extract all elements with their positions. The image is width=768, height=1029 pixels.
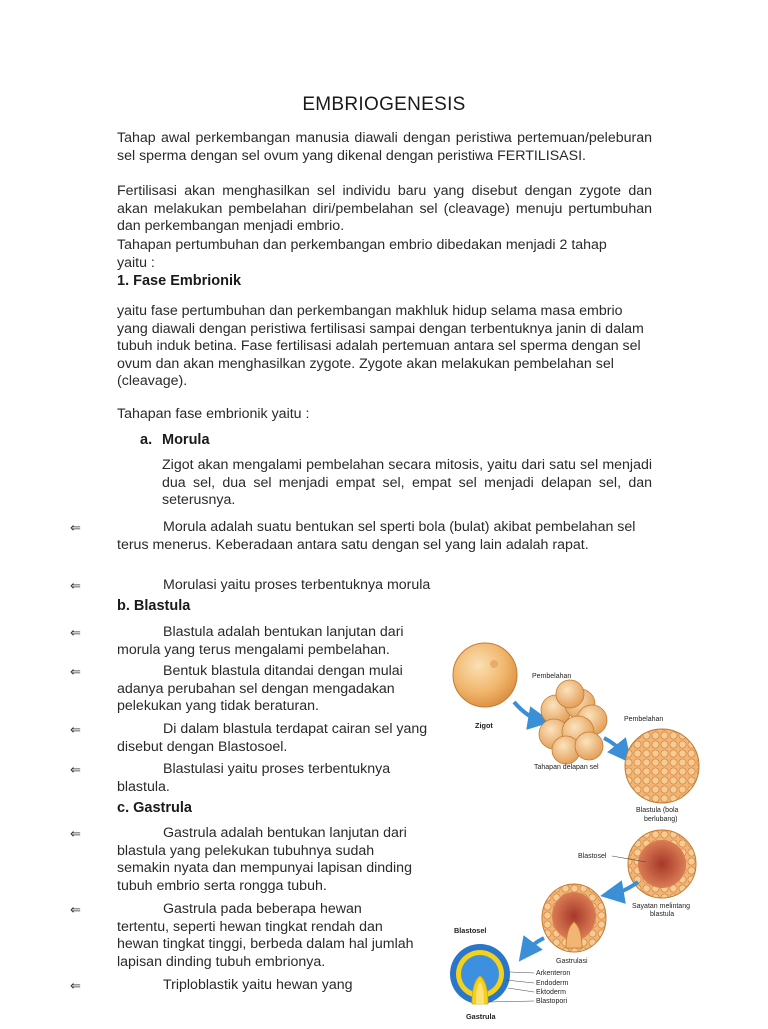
morula-marker: a. (140, 432, 153, 448)
morula-bullet-1: Morula adalah suatu bentukan sel sperti bola (bulat) akibat pembelahan sel terus menerus. Keberadaan antara satu dengan sel yang lain adalah rapat. (117, 519, 636, 553)
bullet-arrow-icon: ⇐ (70, 902, 81, 917)
arrow-icon (604, 738, 624, 754)
zygote-cell (453, 643, 517, 707)
page-title: EMBRIOGENESIS (302, 94, 466, 115)
gastrula-heading: c. Gastrula (117, 800, 192, 816)
blastula-bullet-1: Blastula adalah bentukan lanjutan dari morula yang terus mengalami pembelahan. (117, 624, 404, 658)
label-endoderm: Endoderm (536, 980, 569, 987)
blastula-ball (625, 729, 699, 803)
bullet-arrow-icon: ⇐ (70, 664, 81, 679)
morula-body: Zigot akan mengalami pembelahan secara mitosis, yaitu dari satu sel menjadi dua sel, dua sel menjadi empat sel, empat sel menjadi delapan sel, dan seterusnya. (162, 457, 652, 509)
label-pembelahan-1: Pembelahan (532, 673, 572, 680)
gastrula-bullet-3: Triploblastik yaitu hewan yang (163, 977, 353, 993)
label-blastula-bola: Blastula (bola (636, 807, 679, 814)
arrow-icon (526, 938, 544, 952)
gastrula-section (450, 944, 510, 1004)
blastula-bullet-3: Di dalam blastula terdapat cairan sel yang disebut dengan Blastosoel. (117, 721, 428, 755)
label-pembelahan-2: Pembelahan (624, 716, 664, 723)
section-heading-fase-embrionik: 1. Fase Embrionik (117, 273, 242, 289)
bullet-arrow-icon: ⇐ (70, 722, 81, 737)
arrow-icon (514, 702, 540, 720)
label-blastosel-1: Blastosel (578, 853, 607, 860)
gastrula-bullet-1: Gastrula adalah bentukan lanjutan dari blastula yang pelekukan tubuhnya sudah semakin nyata dan mempunyai lapisan dinding tubuh embrio serta rongga tubuh. (117, 825, 412, 894)
label-arkenteron: Arkenteron (536, 970, 571, 977)
bullet-arrow-icon: ⇐ (70, 762, 81, 777)
blastula-heading: b. Blastula (117, 598, 191, 614)
label-gastrula: Gastrula (466, 1012, 496, 1021)
label-gastrulasi: Gastrulasi (556, 958, 588, 965)
intro-paragraph-3: Tahapan pertumbuhan dan perkembangan embrio dibedakan menjadi 2 tahap yaitu : (117, 237, 607, 271)
bullet-arrow-icon: ⇐ (70, 578, 81, 593)
intro-paragraph-2: Fertilisasi akan menghasilkan sel individu baru yang disebut dengan zygote dan akan melakukan pembelahan diri/pembelahan sel (cleavage) menuju pertumbuhan dan perkembangan menjadi embrio. (117, 183, 652, 235)
embryo-development-illustration (444, 632, 716, 1024)
bullet-arrow-icon: ⇐ (70, 520, 81, 535)
arrow-icon (612, 882, 638, 894)
label-sayatan-2: blastula (650, 911, 675, 918)
label-blastosel-2: Blastosel (454, 926, 487, 935)
stages-intro: Tahapan fase embrionik yaitu : (117, 406, 310, 422)
label-ektoderm: Ektoderm (536, 989, 566, 996)
label-blastopori: Blastopori (536, 998, 568, 1005)
gastrula-bullet-2: Gastrula pada beberapa hewan tertentu, seperti hewan tingkat rendah dan hewan tingkat tinggi, berbeda dalam hal jumlah lapisan dinding tubuh embrionya. (117, 901, 414, 970)
label-blastula-bola-2: berlubang) (644, 816, 678, 823)
morula-bullet-2: Morulasi yaitu proses terbentuknya morula (163, 577, 431, 593)
morula-heading: Morula (162, 432, 210, 448)
bullet-arrow-icon: ⇐ (70, 625, 81, 640)
embryo-diagram (444, 632, 716, 1024)
label-tahapan-delapan-sel: Tahapan delapan sel (534, 764, 599, 771)
blastula-bullet-2: Bentuk blastula ditandai dengan mulai adanya perubahan sel dengan mengadakan pelekukan yang tidak beraturan. (117, 663, 403, 715)
label-sayatan: Sayatan melintang (632, 903, 690, 910)
bullet-arrow-icon: ⇐ (70, 826, 81, 841)
fase-embrionik-body: yaitu fase pertumbuhan dan perkembangan makhluk hidup selama masa embrio yang diawali dengan peristiwa fertilisasi sampai dengan terbentuknya janin di dalam tubuh induk betina. Fase fertilisasi adalah pertemuan antara sel sperma dengan sel ovum dan akan menghasilkan zygote. Zygote akan melakukan pembelahan sel (cleavage). (117, 303, 644, 390)
bullet-arrow-icon: ⇐ (70, 978, 81, 993)
label-zigot: Zigot (475, 721, 493, 730)
gastrulation-stage (542, 884, 606, 952)
eight-cell-stage (539, 680, 607, 764)
blastula-bullet-4: Blastulasi yaitu proses terbentuknya blastula. (117, 761, 391, 795)
blastula-cross-section (628, 830, 696, 898)
intro-paragraph-1: Tahap awal perkembangan manusia diawali dengan peristiwa pertemuan/peleburan sel sperma dengan sel ovum yang dikenal dengan peristiwa FERTILISASI. (117, 130, 652, 164)
